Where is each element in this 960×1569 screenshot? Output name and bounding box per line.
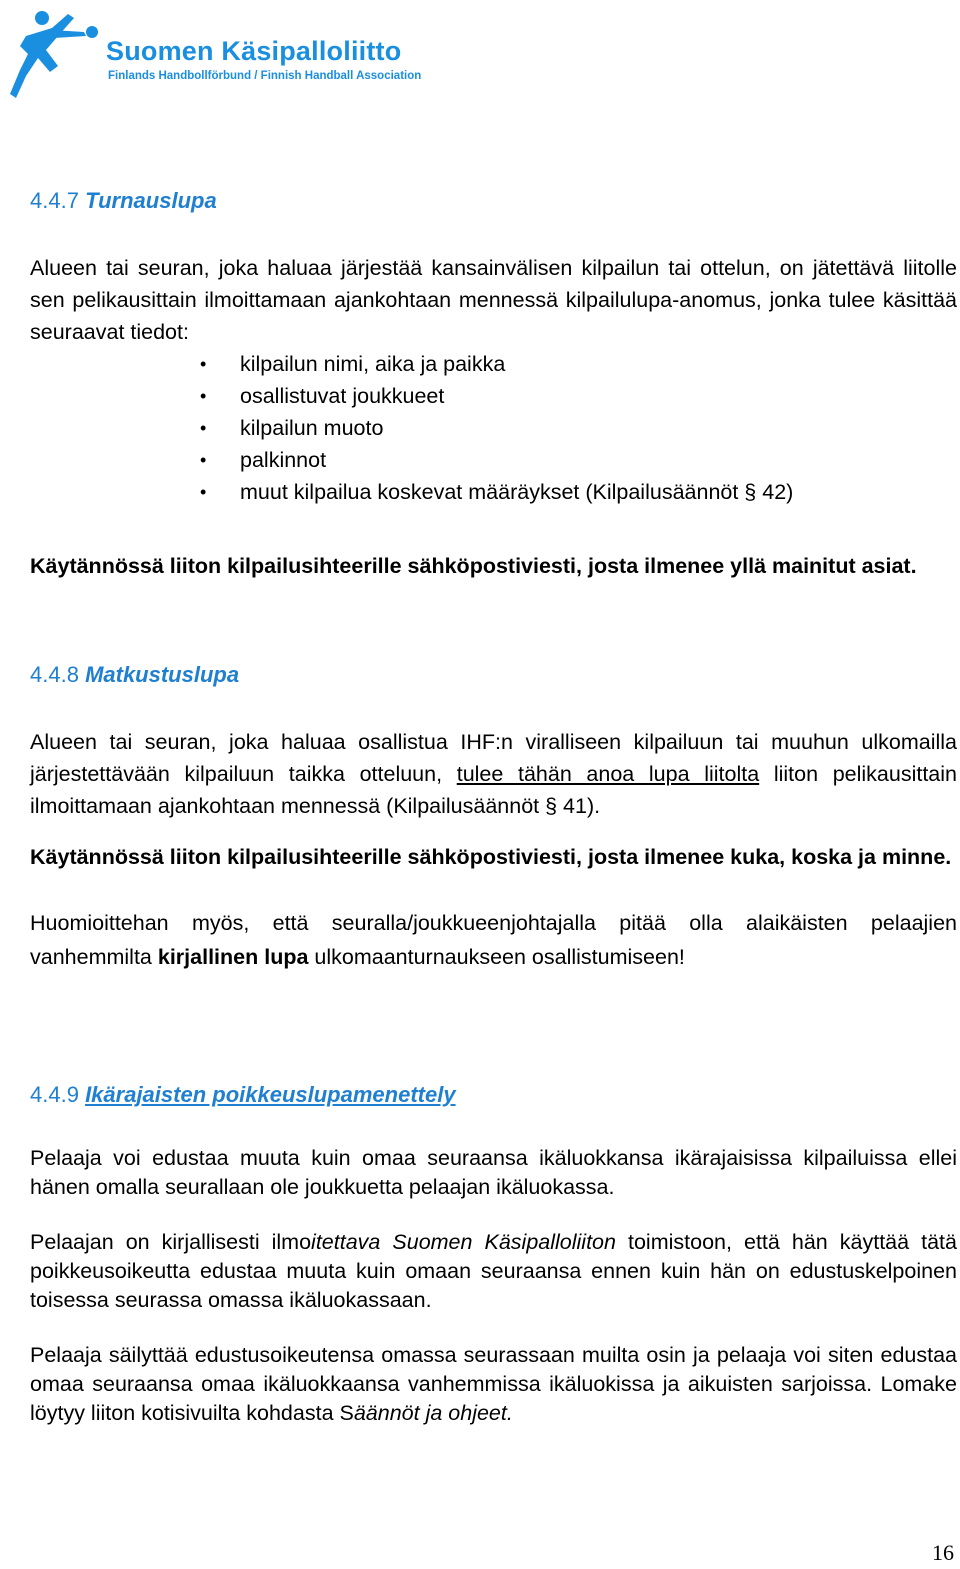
- paragraph: [30, 906, 957, 974]
- text-run: Pelaaja säilyttää edustusoikeutensa omassa seurassaan muilta osin ja pelaaja voi siten edustaa omaa seuraansa omaa ikäluokkaansa vanhemmissa ikäluokissa ja aikuisten sarjoissa. Lomake löytyy liiton kotisivuilta kohdasta S: [30, 1343, 957, 1425]
- text-run: Pelaajan on kirjallisesti ilmo: [30, 1230, 312, 1254]
- page-number: 16: [932, 1540, 954, 1565]
- paragraph: Pelaaja voi edustaa muuta kuin omaa seuraansa ikäluokkansa ikärajaisissa kilpailuissa ellei hänen omalla seurallaan ole joukkuetta pelaajan ikäluokassa.: [30, 1146, 957, 1199]
- text-run: toimistoon, että hän käyttää tätä poikkeusoikeutta edustaa muuta kuin omaan seuraansa ennen kuin hän on edustuskelpoinen toisessa seurassa omassa ikäluokassaan.: [30, 1230, 957, 1312]
- section-heading-447: [30, 186, 957, 216]
- paragraph: [30, 1228, 957, 1315]
- list-item: • kilpailun muoto: [30, 412, 957, 444]
- org-subtitle: Finlands Handbollförbund / Finnish Handball Association: [108, 70, 422, 82]
- paragraph: [30, 1341, 957, 1428]
- bold-note: Käytännössä liiton kilpailusihteerille sähköpostiviesti, josta ilmenee yllä mainitut asiat.: [30, 554, 917, 578]
- text-run: Alueen tai seuran, joka haluaa osallistua IHF:n viralliseen kilpailuun tai muuhun ulkomailla järjestettävään kilpailuun taikka otteluun,: [30, 730, 957, 786]
- section-number: 4.4.9: [30, 1082, 79, 1107]
- section-title: Matkustuslupa: [85, 662, 240, 687]
- requirements-list: [30, 348, 957, 508]
- bold-note: Käytännössä liiton kilpailusihteerille sähköpostiviesti, josta ilmenee kuka, koska ja minne.: [30, 845, 952, 869]
- section-number: 4.4.8: [30, 662, 79, 687]
- paragraph: Alueen tai seuran, joka haluaa järjestää kansainvälisen kilpailun tai ottelun, on jätettävä liitolle sen pelikausittain ilmoittamaan ajankohtaan mennessä kilpailulupa-anomus, jonka tulee käsittää seuraavat tiedot:: [30, 256, 957, 344]
- org-name: Suomen Käsipalloliitto: [106, 36, 402, 66]
- document-body: [30, 186, 957, 1428]
- section-title: Ikärajaisten poikkeuslupamenettely: [85, 1082, 456, 1107]
- section-heading-449: [30, 1080, 957, 1110]
- text-run: ulkomaanturnaukseen osallistumiseen!: [314, 945, 685, 969]
- italic-text: äännöt ja ohjeet.: [353, 1401, 513, 1425]
- list-item: • kilpailun nimi, aika ja paikka: [30, 348, 957, 380]
- section-heading-448: [30, 660, 957, 690]
- text-run: liiton pelikausittain ilmoittamaan ajankohtaan mennessä (Kilpailusäännöt § 41).: [30, 762, 957, 818]
- text-run: Huomioittehan myös, että seuralla/joukkueenjohtajalla pitää olla alaikäisten pelaajien vanhemmilta: [30, 911, 957, 969]
- header-logo: [6, 6, 446, 102]
- list-item: • osallistuvat joukkueet: [30, 380, 957, 412]
- underlined-text: tulee tähän anoa lupa liitolta: [456, 762, 760, 786]
- list-item: • palkinnot: [30, 444, 957, 476]
- paragraph: [30, 726, 957, 822]
- section-title: Turnauslupa: [85, 188, 217, 213]
- list-item: • muut kilpailua koskevat määräykset (Kilpailusäännöt § 42): [30, 476, 957, 508]
- italic-text: itettava Suomen Käsipalloliiton: [311, 1230, 616, 1254]
- section-number: 4.4.7: [30, 188, 79, 213]
- handball-player-icon: [6, 6, 102, 102]
- bold-text: kirjallinen lupa: [157, 945, 309, 969]
